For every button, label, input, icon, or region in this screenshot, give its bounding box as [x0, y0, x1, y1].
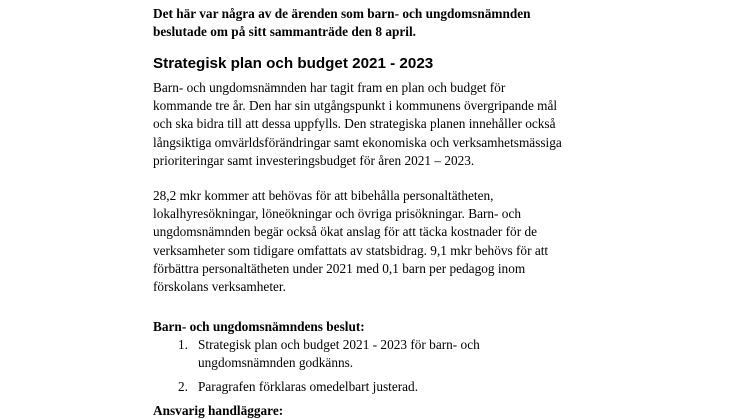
paragraph-line: och ska bidra till att dessa uppfylls. Den strategiska planen innehåller också	[153, 116, 556, 132]
responsible-heading: Ansvarig handläggare:	[153, 403, 284, 418]
decision-item	[158, 336, 678, 372]
paragraph-budget	[153, 187, 693, 296]
paragraph-line: kommande tre år. Den har sin utgångspunkt i kommunens övergripande mål	[153, 98, 558, 114]
decision-item-number: 1.	[178, 337, 188, 352]
paragraph-line: 28,2 mkr kommer att behövas för att bibehålla personaltätheten,	[153, 188, 494, 203]
paragraph-line: ungdomsnämnden begär också ökat anslag för att täcka kostnader för de	[153, 224, 537, 240]
decision-item-number: 2.	[178, 379, 188, 395]
intro-text	[153, 5, 653, 41]
paragraph-plan	[153, 79, 693, 170]
paragraph-line: Barn- och ungdomsnämnden har tagit fram en plan och budget för	[153, 80, 506, 95]
paragraph-line: verksamheter som tidigare omfattats av statsbidrag. 9,1 mkr behövs för att	[153, 242, 549, 258]
decision-item-line: ungdomsnämnden godkänns.	[198, 355, 354, 371]
paragraph-line: långsiktiga omvärldsförändringar samt ekonomiska och verksamhetsmässiga	[153, 134, 562, 150]
decision-item	[158, 378, 678, 396]
decision-item-line: Strategisk plan och budget 2021 - 2023 för barn- och	[198, 337, 480, 352]
decision-heading: Barn- och ungdomsnämndens beslut:	[153, 319, 365, 334]
paragraph-line: förskolans verksamheter.	[153, 279, 286, 295]
intro-line: Det här var några av de ärenden som barn- och ungdomsnämnden	[153, 6, 531, 21]
section-heading: Strategisk plan och budget 2021 - 2023	[153, 55, 434, 72]
decision-list	[158, 336, 678, 397]
paragraph-line: förbättra personaltätheten under 2021 med 0,1 barn per pedagog inom	[153, 260, 526, 276]
intro-line: beslutade om på sitt sammanträde den 8 april.	[153, 24, 416, 39]
paragraph-line: lokalhyresökningar, löneökningar och övriga prisökningar. Barn- och	[153, 206, 521, 222]
paragraph-line: prioriteringar samt investeringsbudget för åren 2021 – 2023.	[153, 152, 475, 168]
decision-item-line: Paragrafen förklaras omedelbart justerad.	[198, 379, 419, 395]
